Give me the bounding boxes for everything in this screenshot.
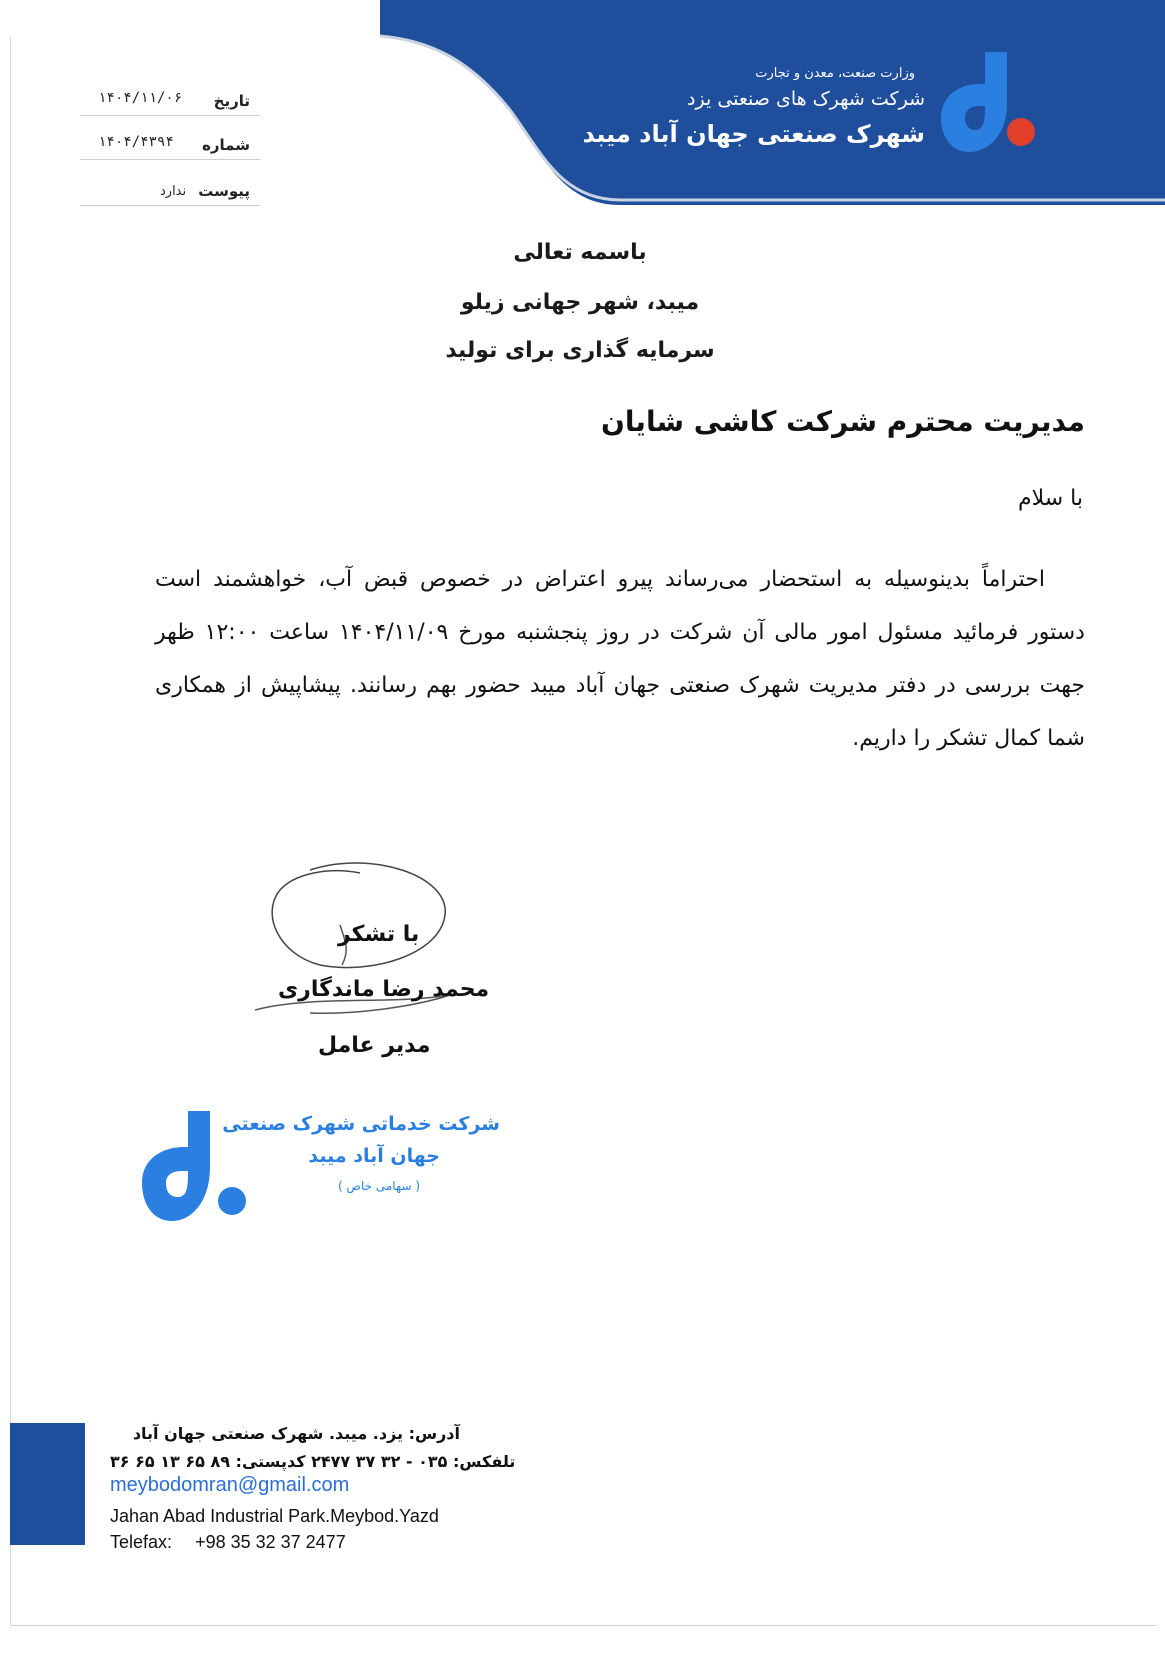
attachment-underline xyxy=(80,205,260,206)
parent-company-name: شرکت شهرک های صنعتی یزد xyxy=(687,88,925,110)
ministry-name: وزارت صنعت، معدن و تجارت xyxy=(755,66,915,81)
letter-date xyxy=(80,88,260,118)
date-value: ۱۴۰۴/۱۱/۰۶ xyxy=(98,90,183,106)
footer-accent-bar xyxy=(10,1423,85,1545)
attachment-value: ندارد xyxy=(160,184,187,199)
signatory-name: محمد رضا ماندگاری xyxy=(278,977,490,1002)
attachment-label: پیوست xyxy=(198,182,250,200)
signatory-title: مدیر عامل xyxy=(318,1033,431,1058)
stamp-company-line: شرکت خدماتی شهرک صنعتی xyxy=(222,1113,500,1135)
date-underline xyxy=(80,115,260,116)
number-underline xyxy=(80,159,260,160)
date-label: تاریخ xyxy=(213,92,250,110)
number-label: شماره xyxy=(202,136,250,154)
year-slogan: سرمایه گذاری برای تولید xyxy=(445,338,715,363)
recipient: مدیریت محترم شرکت کاشی شایان xyxy=(601,405,1085,438)
footer-english-address: Jahan Abad Industrial Park.Meybod.Yazd xyxy=(110,1506,439,1526)
company-logo-icon xyxy=(939,44,1037,164)
letter-number xyxy=(80,132,260,162)
salutation: با سلام xyxy=(1017,486,1083,511)
number-value: ۱۴۰۴/۴۳۹۴ xyxy=(98,134,174,150)
telefax-number: +98 35 32 37 2477 xyxy=(195,1532,346,1552)
invocation-heading: باسمه تعالی xyxy=(513,240,647,265)
footer-address: آدرس: یزد. میبد. شهرک صنعتی جهان آباد xyxy=(132,1424,460,1443)
closing-phrase: با تشکر xyxy=(338,922,420,947)
city-slogan: میبد، شهر جهانی زیلو xyxy=(460,290,700,315)
footer-email-link[interactable]: meybodomran@gmail.com xyxy=(110,1474,350,1496)
footer-phone-postal: تلفکس: ۰۳۵ - ۳۲ ۳۷ ۲۴۷۷ کدپستی: ۸۹ ۶۵ ۱۳ ۶۵ ۳۶ xyxy=(110,1452,516,1471)
letter-attachment xyxy=(80,178,260,208)
stamp-type-line: ( سهامی خاص ) xyxy=(337,1179,420,1193)
page-border xyxy=(10,36,1156,1626)
telefax-label: Telefax: xyxy=(110,1532,173,1552)
company-name: شهرک صنعتی جهان آباد میبد xyxy=(582,120,925,148)
stamp-location-line: جهان آباد میبد xyxy=(308,1145,440,1167)
company-stamp xyxy=(140,1105,500,1230)
footer-telefax xyxy=(110,1532,346,1553)
letter-body: احتراماً بدینوسیله به استحضار می‌رساند پیرو اعتراض در خصوص قبض آب، خواهشمند است دستور فرمائید مسئول امور مالی آن شرکت در روز پنجشنبه مورخ ۱۴۰۴/۱۱/۰۹ ساعت ۱۲:۰۰ ظهر جهت بررسی در دفتر مدیریت شهرک صنعتی جهان آباد میبد حضور بهم رسانند. پیشاپیش از همکاری شما کمال تشکر را داریم. xyxy=(155,567,1085,751)
